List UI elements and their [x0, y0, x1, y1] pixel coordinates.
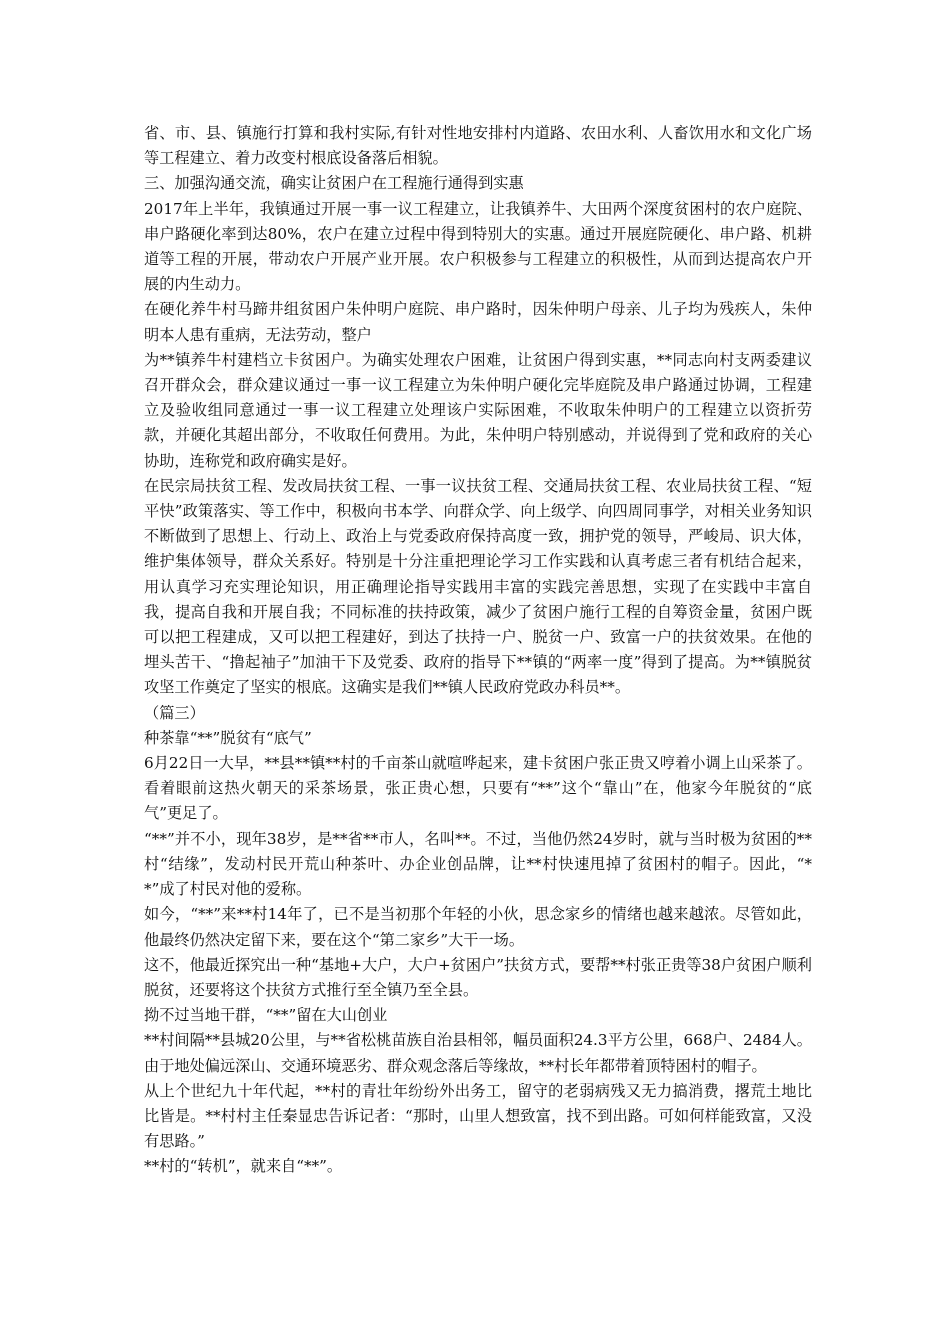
section-marker: （篇三） — [144, 703, 205, 722]
paragraph: 在硬化养牛村马蹄井组贫困户朱仲明户庭院、串户路时，因朱仲明户母亲、儿子均为残疾人，朱仲明本人患有重病，无法劳动，整户 — [144, 300, 812, 344]
paragraph: “**”并不小，现年38岁，是**省**市人，名叫**。不过，当他仍然24岁时，就与当时极为贫困的**村“结缘”，发动村民开荒山种茶叶、办企业创品牌，让**村快速甩掉了贫困村的帽子。因此，“**”成了村民对他的爱称。 — [144, 829, 812, 899]
paragraph: 从上个世纪九十年代起，**村的青壮年纷纷外出务工，留守的老弱病残又无力搞消费，撂荒土地比比皆是。**村村主任秦显忠告诉记者：“那时，山里人想致富，找不到出路。可如何样能致富，又没有思路。” — [144, 1081, 812, 1151]
paragraph: 这不，他最近探究出一种“基地+大户，大户+贫困户”扶贫方式，要帮**村张正贵等38户贫困户顺利脱贫，还要将这个扶贫方式推行至全镇乃至全县。 — [144, 955, 812, 999]
article-title: 种茶靠“**”脱贫有“底气” — [144, 728, 312, 747]
paragraph: **村间隔**县城20公里，与**省松桃苗族自治县相邻，幅员面积24.3平方公里，668户、2484人。由于地处偏远深山、交通环境恶劣、群众观念落后等缘故，**村长年都带着顶特困村的帽子。 — [144, 1031, 812, 1075]
paragraph: 2017年上半年，我镇通过开展一事一议工程建立，让我镇养牛、大田两个深度贫困村的农户庭院、串户路硬化率到达80%，农户在建立过程中得到特别大的实惠。通过开展庭院硬化、串户路、机耕道等工程的开展，带动农户开展产业开展。农户积极参与工程建立的积极性，从而到达提高农户开展的内生动力。 — [144, 199, 812, 294]
paragraph: 在民宗局扶贫工程、发改局扶贫工程、一事一议扶贫工程、交通局扶贫工程、农业局扶贫工程、“短平快”政策落实、等工作中，积极向书本学、向群众学、向上级学、向四周同事学，对相关业务知识不断做到了思想上、行动上、政治上与党委政府保持高度一致，拥护党的领导，严峻局、识大体，维护集体领导，群众关系好。特别是十分注重把理论学习工作实践和认真考虑三者有机结合起来，用认真学习充实理论知识，用正确理论指导实践用丰富的实践完善思想，实现了在实践中丰富自我，提高自我和开展自我；不同标准的扶持政策，减少了贫困户施行工程的自筹资金量，贫困户既可以把工程建成，又可以把工程建好，到达了扶持一户、脱贫一户、致富一户的扶贫效果。在他的埋头苦干、“撸起袖子”加油干下及党委、政府的指导下**镇的“两率一度”得到了提高。为**镇脱贫攻坚工作奠定了坚实的根底。这确实是我们**镇人民政府党政办科员**。 — [144, 476, 812, 697]
paragraph: 如今，“**”来**村14年了，已不是当初那个年轻的小伙，思念家乡的情绪也越来越浓。尽管如此，他最终仍然决定留下来，要在这个“第二家乡”大干一场。 — [144, 905, 812, 949]
section-heading: 三、加强沟通交流，确实让贫困户在工程施行通得到实惠 — [144, 174, 524, 193]
subheading: 拗不过当地干群，“**”留在大山创业 — [144, 1006, 388, 1025]
paragraph: **村的“转机”，就来自“**”。 — [144, 1157, 343, 1176]
paragraph: 为**镇养牛村建档立卡贫困户。为确实处理农户困难，让贫困户得到实惠，**同志向村支两委建议召开群众会，群众建议通过一事一议工程建立为朱仲明户硬化完毕庭院及串户路通过协调，工程建立及验收组同意通过一事一议工程建立处理该户实际困难，不收取朱仲明户的工程建立以资折劳款，并硬化其超出部分，不收取任何费用。为此，朱仲明户特别感动，并说得到了党和政府的关心协助，连称党和政府确实是好。 — [144, 350, 812, 470]
document-page — [144, 121, 812, 1180]
paragraph: 6月22日一大早，**县**镇**村的千亩茶山就喧哗起来，建卡贫困户张正贵又哼着小调上山采茶了。看着眼前这热火朝天的采茶场景，张正贵心想，只要有“**”这个“靠山”在，他家今年脱贫的“底气”更足了。 — [144, 754, 812, 823]
paragraph: 省、市、县、镇施行打算和我村实际,有针对性地安排村内道路、农田水利、人畜饮用水和文化广场等工程建立、着力改变村根底设备落后相貌。 — [144, 124, 812, 168]
